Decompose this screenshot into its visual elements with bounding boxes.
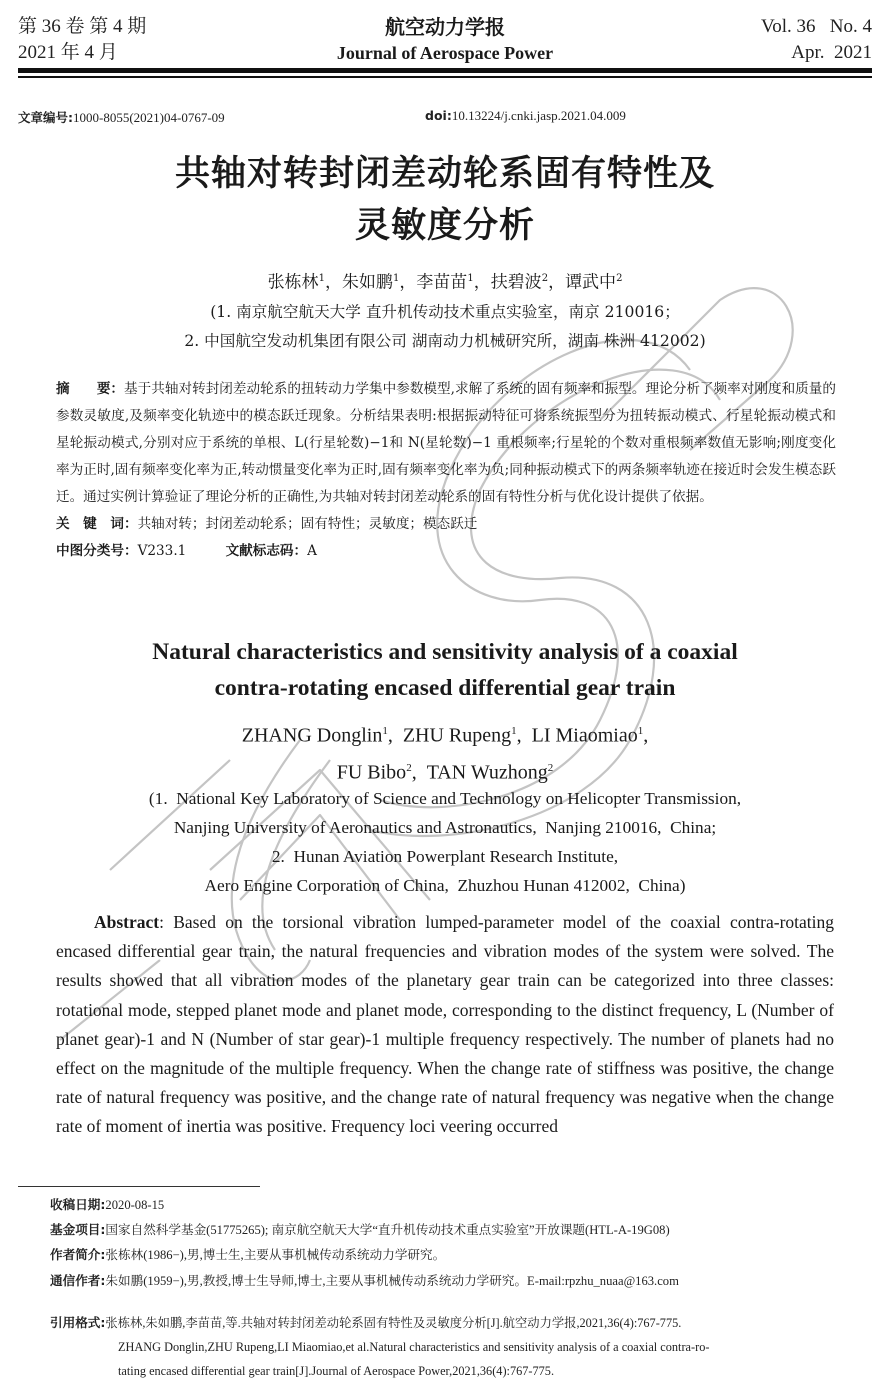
author-aff: 2 xyxy=(616,273,623,284)
date-cn: 2021 年 4 月 xyxy=(18,42,118,63)
affiliation-cn-line1: (1. 南京航空航天大学 直升机传动技术重点实验室，南京 210016； xyxy=(210,302,680,321)
footnote-bio xyxy=(50,1244,880,1266)
header-rule-thin xyxy=(18,76,872,78)
article-number-value: 1000-8055(2021)04-0767-09 xyxy=(73,110,225,125)
footnote-fund xyxy=(50,1219,880,1241)
abstract-cn-body xyxy=(56,376,836,511)
keywords-cn xyxy=(56,511,836,538)
abstract-en xyxy=(56,908,834,1142)
author-en: ZHU Rupeng xyxy=(402,724,512,747)
affiliation-en-line2: Nanjing University of Aeronautics and Astronautics, Nanjing 210016, China; xyxy=(173,818,717,837)
keywords-value: 共轴对转；封闭差动轮系；固有特性；灵敏度；模态跃迁 xyxy=(137,516,478,532)
title-en xyxy=(0,634,890,706)
author-cn: 扶碧波 xyxy=(490,272,542,293)
affiliation-en-line3: 2. Hunan Aviation Powerplant Research Institute, xyxy=(271,847,619,866)
doi-label: doi: xyxy=(425,108,452,123)
title-en-line1: Natural characteristics and sensitivity analysis of a coaxial xyxy=(152,639,738,665)
title-cn-line2: 灵敏度分析 xyxy=(354,206,535,246)
author-aff: 1 xyxy=(392,273,400,284)
author-aff: 2 xyxy=(547,761,554,774)
author-en: LI Miaomiao xyxy=(531,724,638,747)
footnote-received xyxy=(50,1194,880,1216)
footnote-rule xyxy=(18,1186,260,1187)
journal-name-en: Journal of Aerospace Power xyxy=(336,43,554,63)
bio-label: 作者简介: xyxy=(50,1247,106,1262)
authors-cn: 张栋林$^1$，朱如鹏$^1$，李苗苗$^1$，扶碧波$^2$，谭武中$^2$ xyxy=(267,272,623,293)
authors-en-line2: FU Bibo$^2$, TAN Wuzhong$^2$ xyxy=(336,761,554,784)
received-label: 收稿日期: xyxy=(50,1197,106,1212)
affiliation-en-line4: Aero Engine Corporation of China, Zhuzhou Hunan 412002, China) xyxy=(204,876,686,895)
title-cn xyxy=(0,148,890,252)
keywords-label: 关 键 词： xyxy=(56,516,138,532)
doi-value: 10.13224/j.cnki.jasp.2021.04.009 xyxy=(451,108,626,123)
author-cn: 谭武中 xyxy=(565,272,617,293)
citation-en-line2: tating encased differential gear train[J].Journal of Aerospace Power,2021,36(4):767-775. xyxy=(118,1364,555,1378)
author-aff: 2 xyxy=(406,761,412,774)
affiliations-en xyxy=(0,784,890,900)
authors-cn-block xyxy=(0,264,890,356)
classification-row xyxy=(56,538,836,565)
corresponding-value: 朱如鹏(1959−),男,教授,博士生导师,博士,主要从事机械传动系统动力学研究。E-mail:rpzhu_nuaa@163.com xyxy=(105,1274,679,1288)
author-aff: 1 xyxy=(511,725,517,737)
article-number xyxy=(18,108,225,126)
volume-issue-cn: 第 36 卷 第 4 期 xyxy=(18,16,147,37)
fund-value: 国家自然科学基金(51775265); 南京航空航天大学“直升机传动技术重点实验室”开放课题(HTL-A-19G08) xyxy=(105,1223,670,1237)
corresponding-label: 通信作者: xyxy=(50,1273,106,1288)
abstract-en-text: Based on the torsional vibration lumped-parameter model of the coaxial contra-rotating encased differential gear train, the natural frequencies and vibration modes of the system were solved. The results showed that all vibration modes of the planetary gear train can be categorized into three classes: rotational mode, stepped planet mode and planet mode, corresponding to the distinct frequency, L (Number of planet gear)-1 and N (Number of star gear)-1 multiple frequency respectively. The number of planets had no effect on the magnitude of the multiple frequency. When the change rate of stiffness was positive, the change rate of natural frequency was positive, and the change rate of natural frequency was negative when the change rate of moment of inertia was positive. Frequency loci veering occurred xyxy=(56,912,834,1137)
author-aff: 1 xyxy=(318,273,325,284)
affiliation-en-line1: (1. National Key Laboratory of Science and Technology on Helicopter Transmission, xyxy=(148,789,742,808)
footnote-corresponding xyxy=(50,1270,880,1292)
clc-label: 中图分类号： xyxy=(56,543,138,559)
authors-en xyxy=(0,715,890,788)
abstract-en-label: Abstract xyxy=(94,912,160,932)
abstract-cn xyxy=(56,376,836,565)
journal-name xyxy=(0,14,890,66)
author-en: ZHANG Donglin xyxy=(241,724,383,747)
author-aff: 1 xyxy=(637,725,644,737)
author-aff: 2 xyxy=(541,273,549,284)
doc-code-value: A xyxy=(307,543,317,559)
citation-en-line1: ZHANG Donglin,ZHU Rupeng,LI Miaomiao,et al.Natural characteristics and sensitivity analysis of a coaxial contra-ro- xyxy=(118,1340,710,1354)
issue-info-en xyxy=(761,14,872,66)
abstract-en-sep: : xyxy=(159,912,174,932)
fund-label: 基金项目: xyxy=(50,1222,106,1237)
clc-value: V233.1 xyxy=(137,543,187,559)
doi xyxy=(425,108,626,124)
volume-issue-en: Vol. 36 No. 4 xyxy=(760,16,872,37)
affiliation-cn-line2: 2. 中国航空发动机集团有限公司 湖南动力机械研究所，湖南 株洲 412002) xyxy=(184,331,706,350)
author-aff: 1 xyxy=(382,725,388,737)
citation-cn-line xyxy=(50,1311,880,1335)
title-cn-line1: 共轴对转封闭差动轮系固有特性及 xyxy=(174,154,715,194)
author-en: FU Bibo xyxy=(336,761,407,784)
bio-value: 张栋林(1986−),男,博士生,主要从事机械传动系统动力学研究。 xyxy=(105,1248,446,1262)
header-rule-thick xyxy=(18,68,872,73)
citation-cn: 张栋林,朱如鹏,李苗苗,等.共轴对转封闭差动轮系固有特性及灵敏度分析[J].航空动力学报,2021,36(4):767-775. xyxy=(105,1316,682,1330)
article-number-label: 文章编号: xyxy=(18,110,73,125)
author-aff: 1 xyxy=(467,273,474,284)
journal-name-cn: 航空动力学报 xyxy=(385,15,505,39)
authors-en-line1: ZHANG Donglin$^1$, ZHU Rupeng$^1$, LI Miaomiao$^1$, xyxy=(241,724,649,747)
author-cn: 张栋林 xyxy=(267,272,319,293)
author-en: TAN Wuzhong xyxy=(426,761,548,784)
author-cn: 李苗苗 xyxy=(416,272,468,293)
doc-code-label: 文献标志码： xyxy=(225,543,308,559)
abstract-cn-label: 摘 要： xyxy=(56,381,125,397)
abstract-cn-text: 基于共轴对转封闭差动轮系的扭转动力学集中参数模型,求解了系统的固有频率和振型。理论分析了频率对刚度和质量的参数灵敏度,及频率变化轨迹中的模态跃迁现象。分析结果表明:根据振动特征可将系统振型分为扭转振动模式、行星轮振动模式和星轮振动模式,分别对应于系统的单根、L(行星轮数)−1和 N(星轮数)−1 重根频率;行星轮的个数对重根频率数值无影响;刚度变化率为正时,固有频率变化率为正,转动惯量变化率为正时,固有频率变化率为负;同种振动模式下的两条频率轨迹在接近时会发生模态跃迁。通过实例计算验证了理论分析的正确性,为共轴对转封闭差动轮系的固有特性分析与优化设计提供了依据。 xyxy=(56,381,836,505)
title-en-line2: contra-rotating encased differential gear train xyxy=(214,675,676,701)
citation xyxy=(50,1311,880,1383)
received-value: 2020-08-15 xyxy=(105,1198,165,1212)
author-cn: 朱如鹏 xyxy=(341,272,393,293)
date-en: Apr. 2021 xyxy=(791,42,872,63)
citation-label: 引用格式: xyxy=(50,1315,106,1330)
